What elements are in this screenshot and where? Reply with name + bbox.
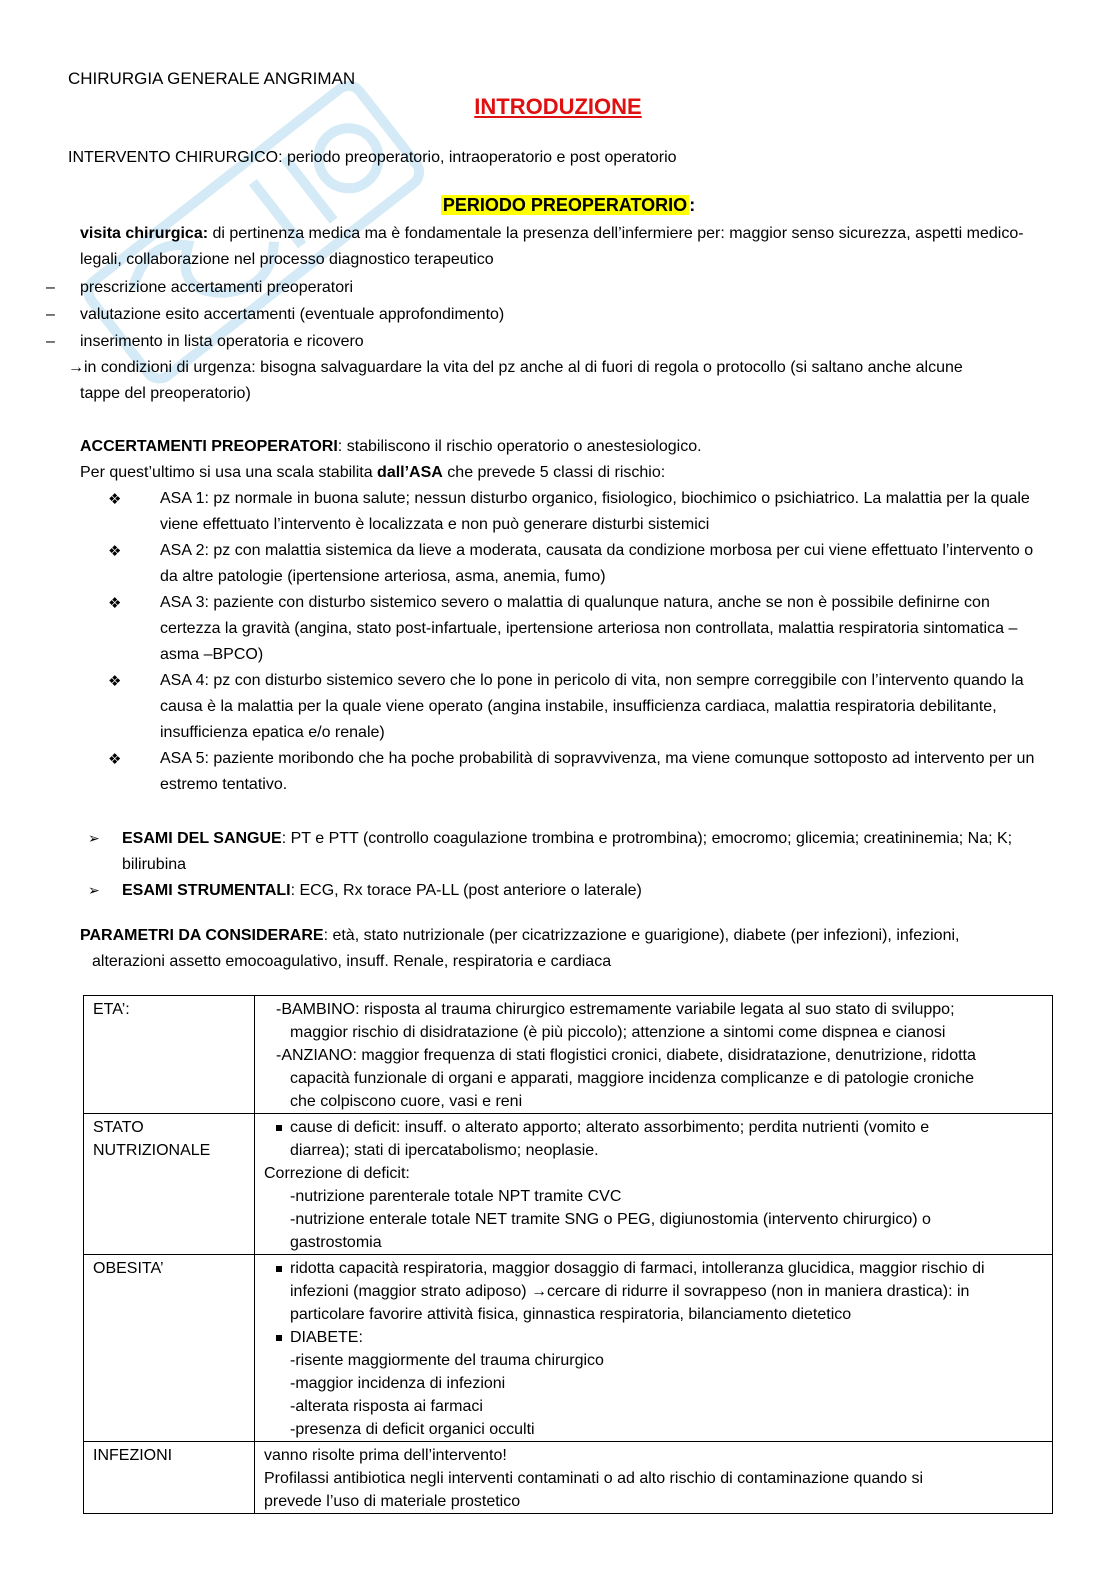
urgency-text-line1: in condizioni di urgenza: bisogna salvaguardare la vita del pz anche al di fuori di regola o protocollo (si saltano anche alcune xyxy=(84,359,963,376)
parametri-paragraph xyxy=(80,923,1040,975)
arrow-icon: → xyxy=(531,1283,548,1300)
eta-anziano-line3: che colpiscono cuore, vasi e reni xyxy=(290,1093,523,1110)
intro-line xyxy=(68,145,677,171)
table-cell-label xyxy=(84,1114,255,1255)
diabete-heading: DIABETE: xyxy=(290,1329,363,1346)
obesita-line2 xyxy=(264,1280,1043,1303)
table-row xyxy=(84,1255,1053,1442)
eta-anziano-line2: capacità funzionale di organi e apparati, maggiore incidenza complicanze e di patologie croniche xyxy=(290,1070,974,1087)
visita-text: di pertinenza medica ma è fondamentale la presenza dell’infermiere per: maggior senso sicurezza, aspetti medico-legali, collaborazione nel processo diagnostico terapeutico xyxy=(80,225,1024,268)
row-label-infezioni: INFEZIONI xyxy=(93,1447,173,1464)
diamond-bullet-icon: ❖ xyxy=(108,750,122,768)
row-label-eta: ETA’: xyxy=(93,1001,130,1018)
diamond-bullet-icon: ❖ xyxy=(108,542,122,560)
npt-line: -nutrizione parenterale totale NPT tramite CVC xyxy=(290,1188,622,1205)
net-line2: gastrostomia xyxy=(290,1234,382,1251)
section-title-preop xyxy=(0,192,1116,218)
asa-item xyxy=(108,486,1048,538)
dash-item-text: prescrizione accertamenti preoperatori xyxy=(80,279,354,296)
dash-item-text: inserimento in lista operatoria e ricovero xyxy=(80,333,364,350)
accertamenti-text: : stabiliscono il rischio operatorio o anestesiologico. xyxy=(337,438,702,455)
esami-sangue-label: ESAMI DEL SANGUE xyxy=(122,830,282,847)
table-cell-label xyxy=(84,1255,255,1442)
cause-line1: cause di deficit: insuff. o alterato apporto; alterato assorbimento; perdita nutrienti (vomito e xyxy=(290,1119,930,1136)
urgency-text-line2: tappe del preoperatorio) xyxy=(80,385,251,402)
obesita-line2a: infezioni (maggior strato adiposo) xyxy=(290,1283,532,1300)
table-row xyxy=(84,1442,1053,1514)
diabete-line3: -alterata risposta ai farmaci xyxy=(290,1398,483,1415)
infezioni-line1: vanno risolte prima dell’intervento! xyxy=(264,1447,507,1464)
visita-label: visita chirurgica: xyxy=(80,225,209,242)
infezioni-line2: Profilassi antibiotica negli interventi contaminati o ad alto rischio di contaminazione quando si xyxy=(264,1470,924,1487)
cause-line2: diarrea); stati di ipercatabolismo; neoplasie. xyxy=(290,1142,599,1159)
asa-item xyxy=(108,746,1048,798)
arrowhead-bullet-icon: ➢ xyxy=(88,883,100,899)
asa-intro xyxy=(80,460,1040,486)
table-cell-label xyxy=(84,1442,255,1514)
correzione-heading: Correzione di deficit: xyxy=(264,1165,410,1182)
obesita-item xyxy=(264,1257,1043,1280)
asa-item xyxy=(108,590,1048,668)
row-label-obesita: OBESITA’ xyxy=(93,1260,164,1277)
dash-bullet: – xyxy=(46,306,55,323)
table-cell-label xyxy=(84,996,255,1114)
row-label-nutrizionale: NUTRIZIONALE xyxy=(93,1142,211,1159)
asa-item-text: ASA 2: pz con malattia sistemica da lieve a moderata, causata da condizione morbosa per cui viene effettuato l’intervento o da altre patologie (ipertensione arteriosa, asma, anemia, fumo) xyxy=(160,542,1034,585)
asa-intro-post: che prevede 5 classi di rischio: xyxy=(442,464,666,481)
dash-bullet: – xyxy=(46,333,55,350)
asa-item-text: ASA 1: pz normale in buona salute; nessun disturbo organico, fisiologico, biochimico o psichiatrico. La malattia per la quale viene effettuato l’intervento è localizzata e non può generare disturbi sistemici xyxy=(160,490,1030,533)
parametri-text-line1: : età, stato nutrizionale (per cicatrizzazione e guarigione), diabete (per infezioni), infezioni, xyxy=(323,927,960,944)
diabete-line1: -risente maggiormente del trauma chirurgico xyxy=(290,1352,604,1369)
eta-bambino-line1: -BAMBINO: risposta al trauma chirurgico estremamente variabile legata al suo stato di sviluppo; xyxy=(276,1001,955,1018)
esami-strumentali xyxy=(88,878,1048,904)
esami-strumentali-text: : ECG, Rx torace PA-LL (post anteriore o laterale) xyxy=(290,882,642,899)
infezioni-line3: prevede l’uso di materiale prostetico xyxy=(264,1493,521,1510)
page-title: INTRODUZIONE xyxy=(474,94,642,119)
intro-text: periodo preoperatorio, intraoperatorio e post operatorio xyxy=(282,149,677,166)
dash-bullet: – xyxy=(46,279,55,296)
table-row xyxy=(84,1114,1053,1255)
row-label-stato: STATO xyxy=(93,1119,144,1136)
accertamenti-label: ACCERTAMENTI PREOPERATORI xyxy=(80,438,338,455)
eta-anziano-line1: -ANZIANO: maggior frequenza di stati flogistici cronici, diabete, disidratazione, denutrizione, ridotta xyxy=(276,1047,976,1064)
visita-paragraph xyxy=(80,221,1040,273)
nutrizionale-cause xyxy=(264,1116,1043,1139)
asa-item xyxy=(108,538,1048,590)
dash-item xyxy=(46,329,1040,355)
square-bullet-icon xyxy=(276,1125,282,1131)
table-cell-content xyxy=(255,1442,1053,1514)
arrow-icon: → xyxy=(68,359,84,376)
esami-list xyxy=(88,826,1048,904)
esami-sangue-text: : PT e PTT (controllo coagulazione trombina e protrombina); emocromo; glicemia; creatininemia; Na; K; bilirubina xyxy=(122,830,1013,873)
net-line1: -nutrizione enterale totale NET tramite SNG o PEG, digiunostomia (intervento chirurgico) o xyxy=(290,1211,931,1228)
table-row xyxy=(84,996,1053,1114)
table-cell-content xyxy=(255,996,1053,1114)
parametri-text-line2: alterazioni assetto emocoagulativo, insuff. Renale, respiratoria e cardiaca xyxy=(92,953,612,970)
eta-bambino-line2: maggior rischio di disidratazione (è più piccolo); attenzione a sintomi come dispnea e cianosi xyxy=(290,1024,946,1041)
table-cell-content xyxy=(255,1114,1053,1255)
square-bullet-icon xyxy=(276,1266,282,1272)
dash-item xyxy=(46,302,1040,328)
asa-item-text: ASA 4: pz con disturbo sistemico severo che lo pone in pericolo di vita, non sempre correggibile con l’intervento quando la causa è la malattia per la quale viene operato (angina instabile, insufficienza cardiaca, malattia respiratoria debilitante, insufficienza epatica e/o renale) xyxy=(160,672,1024,741)
section-title-colon: : xyxy=(689,195,696,215)
diamond-bullet-icon: ❖ xyxy=(108,594,122,612)
document-header: CHIRURGIA GENERALE ANGRIMAN xyxy=(68,69,356,88)
asa-list xyxy=(108,486,1048,798)
asa-intro-pre: Per quest’ultimo si usa una scala stabilita xyxy=(80,464,378,481)
asa-item xyxy=(108,668,1048,746)
diamond-bullet-icon: ❖ xyxy=(108,672,122,690)
accertamenti-paragraph xyxy=(80,434,1040,460)
esami-sangue xyxy=(88,826,1048,878)
parametri-table xyxy=(83,995,1053,1514)
dash-item xyxy=(46,275,1040,301)
square-bullet-icon xyxy=(276,1335,282,1341)
asa-intro-bold: dall’ASA xyxy=(377,464,443,481)
intro-label: INTERVENTO CHIRURGICO: xyxy=(68,149,283,166)
obesita-line1: ridotta capacità respiratoria, maggior dosaggio di farmaci, intolleranza glucidica, maggior rischio di xyxy=(290,1260,985,1277)
section-title-highlight: PERIODO PREOPERATORIO xyxy=(442,195,688,215)
table-cell-content xyxy=(255,1255,1053,1442)
dash-item-text: valutazione esito accertamenti (eventuale approfondimento) xyxy=(80,306,505,323)
asa-item-text: ASA 3: paziente con disturbo sistemico severo o malattia di qualunque natura, anche se non è possibile definirne con certezza la gravità (angina, stato post-infartuale, ipertensione arteriosa non controllata, malattia respiratoria sintomatica –asma –BPCO) xyxy=(160,594,1018,663)
diabete-item xyxy=(264,1326,1043,1349)
esami-strumentali-label: ESAMI STRUMENTALI xyxy=(122,882,291,899)
asa-item-text: ASA 5: paziente moribondo che ha poche probabilità di sopravvivenza, ma viene comunque sottoposto ad intervento per un estremo tentativo. xyxy=(160,750,1035,793)
diamond-bullet-icon: ❖ xyxy=(108,490,122,508)
arrowhead-bullet-icon: ➢ xyxy=(88,831,100,847)
obesita-line2b: cercare di ridurre il sovrappeso (non in maniera drastica): in xyxy=(547,1283,970,1300)
diabete-line4: -presenza di deficit organici occulti xyxy=(290,1421,535,1438)
parametri-label: PARAMETRI DA CONSIDERARE xyxy=(80,927,324,944)
urgency-note xyxy=(68,355,1038,407)
obesita-line3: particolare favorire attività fisica, ginnastica respiratoria, bilanciamento dietetico xyxy=(290,1306,852,1323)
diabete-line2: -maggior incidenza di infezioni xyxy=(290,1375,506,1392)
